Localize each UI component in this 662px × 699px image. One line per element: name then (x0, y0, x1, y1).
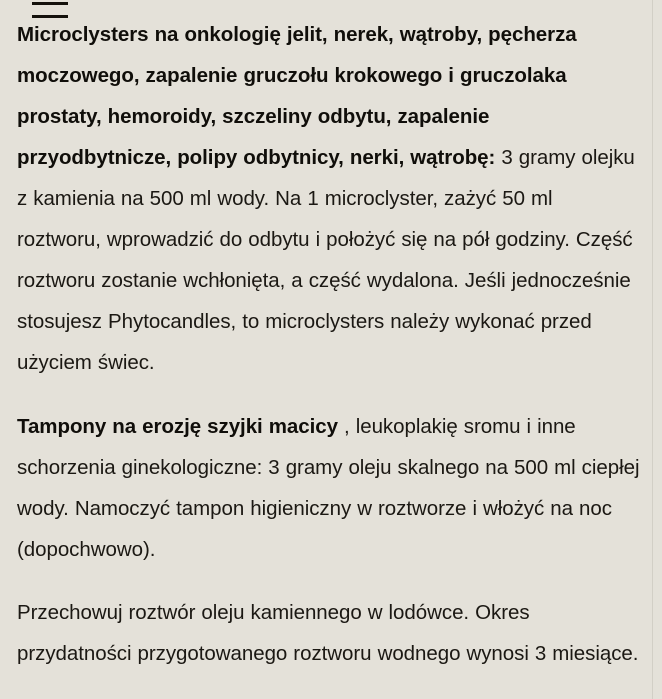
paragraph-tampony-text: , leukoplakię sromu i inne schorzenia ginekologiczne: 3 gramy oleju skalnego na 500 ml ciepłej wody. Namoczyć tampon higieniczny w roztworze i włożyć na noc (dopochwowo). (17, 415, 640, 561)
paragraph-tampony (17, 406, 640, 570)
paragraph-przechowywanie (17, 592, 640, 674)
paragraph-tampony-lead: Tampony na erozję szyjki macicy (17, 415, 338, 438)
hamburger-menu-button[interactable] (32, 0, 68, 18)
viewport-right-rule (652, 0, 653, 699)
article-body (17, 0, 640, 674)
paragraph-microclysters-lead: Microclysters na onkologię jelit, nerek, wątroby, pęcherza moczowego, zapalenie gruczołu krokowego i gruczolaka prostaty, hemoroidy, szczeliny odbytu, zapalenie przyodbytnicze, polipy odbytnicy, nerki, wątrobę: (17, 23, 577, 169)
paragraph-przechowywanie-text: Przechowuj roztwór oleju kamiennego w lodówce. Okres przydatności przygotowanego roztworu wodnego wynosi 3 miesiące. (17, 601, 639, 665)
hamburger-menu-icon-bar-3 (32, 15, 68, 18)
paragraph-microclysters (17, 14, 640, 383)
paragraph-microclysters-text: 3 gramy olejku z kamienia na 500 ml wody. Na 1 microclyster, zażyć 50 ml roztworu, wprowadzić do odbytu i położyć się na pół godziny. Część roztworu zostanie wchłonięta, a część wydalona. Jeśli jednocześnie stosujesz Phytocandles, to microclysters należy wykonać przed użyciem świec. (17, 146, 635, 374)
hamburger-menu-icon-bar-2 (32, 2, 68, 5)
